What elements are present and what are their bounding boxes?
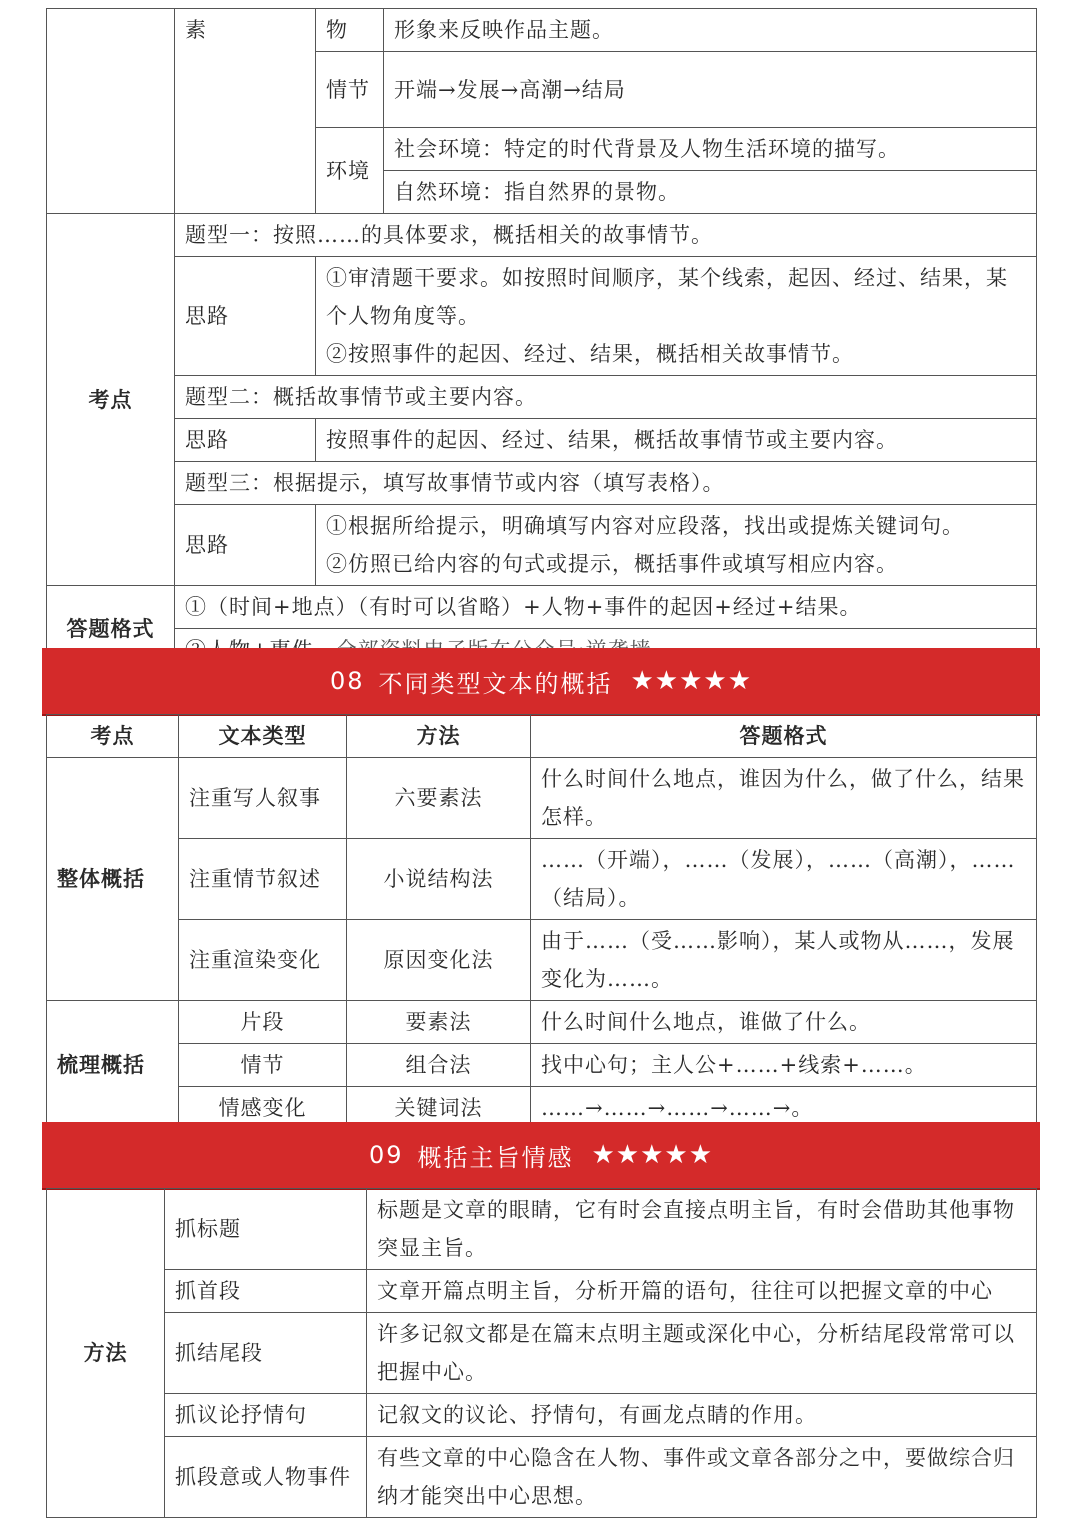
group-sort-summary: 梳理概括: [47, 1001, 179, 1130]
format-cell: 由于……（受……影响），某人或物从……，发展变化为……。: [531, 920, 1037, 1001]
approach-3-line-1: ①根据所给提示，明确填写内容对应段落，找出或提炼关键词句。: [326, 514, 964, 538]
text-type-cell: 情感变化: [179, 1087, 347, 1130]
question-type-3: 题型三：根据提示，填写故事情节或内容（填写表格）。: [175, 462, 1037, 505]
text-type-cell: 情节: [179, 1044, 347, 1087]
method-label: 方法: [47, 1189, 165, 1518]
section-08-number: 08: [329, 667, 365, 695]
table-theme-methods: [46, 1188, 1037, 1518]
answer-format-1: ①（时间+地点）（有时可以省略）+人物+事件的起因+经过+结果。: [175, 586, 1037, 629]
section-08-banner: [42, 648, 1040, 716]
header-exam-point: 考点: [47, 715, 179, 758]
format-cell: ……→……→……→……→。: [531, 1087, 1037, 1130]
question-type-2: 题型二：概括故事情节或主要内容。: [175, 376, 1037, 419]
format-cell: ……（开端），……（发展），……（高潮），……（结局）。: [531, 839, 1037, 920]
approach-2-text: 按照事件的起因、经过、结果，概括故事情节或主要内容。: [316, 419, 1037, 462]
answer-format-label: 答题格式: [47, 586, 175, 672]
method-desc: 记叙文的议论、抒情句，有画龙点睛的作用。: [367, 1394, 1037, 1437]
table-summary-types: [46, 714, 1037, 1130]
header-answer-format: 答题格式: [531, 715, 1037, 758]
format-cell: 什么时间什么地点，谁做了什么。: [531, 1001, 1037, 1044]
method-desc: 标题是文章的眼睛，它有时会直接点明主旨，有时会借助其他事物突显主旨。: [367, 1189, 1037, 1270]
method-cell: 要素法: [347, 1001, 531, 1044]
method-desc: 有些文章的中心隐含在人物、事件或文章各部分之中，要做综合归纳才能突出中心思想。: [367, 1437, 1037, 1518]
approach-label: 思路: [175, 419, 316, 462]
environment-label: 环境: [316, 128, 384, 214]
table-story-points: [46, 8, 1037, 672]
natural-environment-text: 自然环境：指自然界的景物。: [384, 171, 1037, 214]
approach-label: 思路: [175, 257, 316, 376]
method-item: 抓标题: [165, 1189, 367, 1270]
text-type-cell: 注重渲染变化: [179, 920, 347, 1001]
method-cell: 六要素法: [347, 758, 531, 839]
method-cell: 关键词法: [347, 1087, 531, 1130]
format-cell: 找中心句；主人公+……+线索+……。: [531, 1044, 1037, 1087]
section-09-banner: [42, 1122, 1040, 1190]
character-text: 形象来反映作品主题。: [384, 9, 1037, 52]
method-cell: 组合法: [347, 1044, 531, 1087]
method-item: 抓结尾段: [165, 1313, 367, 1394]
character-label: 物: [316, 9, 384, 52]
approach-label: 思路: [175, 505, 316, 586]
plot-text: 开端→发展→高潮→结局: [384, 52, 1037, 128]
method-cell: 小说结构法: [347, 839, 531, 920]
approach-1-line-2: ②按照事件的起因、经过、结果，概括相关故事情节。: [326, 342, 854, 366]
method-item: 抓段意或人物事件: [165, 1437, 367, 1518]
section-08-title: 不同类型文本的概括: [378, 669, 613, 698]
text-type-cell: 注重写人叙事: [179, 758, 347, 839]
group-overall-summary: 整体概括: [47, 758, 179, 1001]
star-rating-icon: ★★★★★: [591, 1140, 714, 1170]
plot-label: 情节: [316, 52, 384, 128]
method-item: 抓议论抒情句: [165, 1394, 367, 1437]
method-desc: 许多记叙文都是在篇末点明主题或深化中心，分析结尾段常常可以把握中心。: [367, 1313, 1037, 1394]
method-item: 抓首段: [165, 1270, 367, 1313]
approach-3-line-2: ②仿照已给内容的句式或提示，概括事件或填写相应内容。: [326, 552, 898, 576]
exam-point-label: 考点: [47, 214, 175, 586]
text-type-cell: 片段: [179, 1001, 347, 1044]
header-text-type: 文本类型: [179, 715, 347, 758]
format-cell: 什么时间什么地点，谁因为什么，做了什么，结果怎样。: [531, 758, 1037, 839]
question-type-1: 题型一：按照……的具体要求，概括相关的故事情节。: [175, 214, 1037, 257]
text-type-cell: 注重情节叙述: [179, 839, 347, 920]
section-09-title: 概括主旨情感: [417, 1143, 574, 1172]
approach-1-line-1: ①审清题干要求。如按照时间顺序，某个线索，起因、经过、结果，某个人物角度等。: [326, 266, 1008, 328]
element-label: 素: [175, 9, 316, 214]
method-cell: 原因变化法: [347, 920, 531, 1001]
method-desc: 文章开篇点明主旨，分析开篇的语句，往往可以把握文章的中心: [367, 1270, 1037, 1313]
empty-cell: [47, 9, 175, 214]
section-09-number: 09: [368, 1141, 404, 1169]
header-method: 方法: [347, 715, 531, 758]
star-rating-icon: ★★★★★: [630, 666, 753, 696]
social-environment-text: 社会环境：特定的时代背景及人物生活环境的描写。: [384, 128, 1037, 171]
